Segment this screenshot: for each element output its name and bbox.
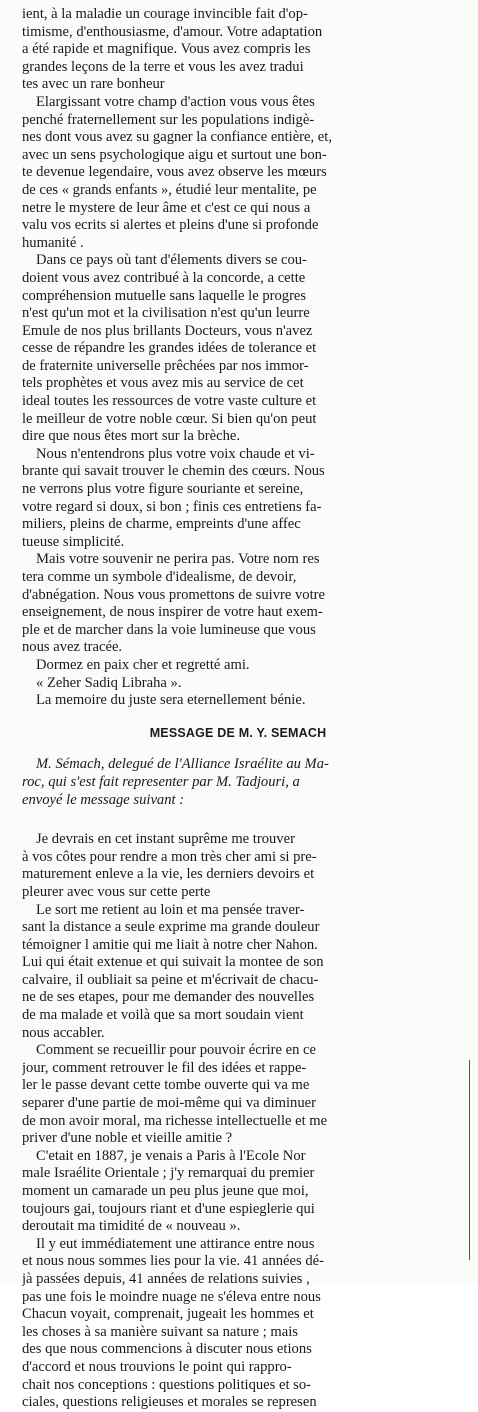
text-line: tera comme un symbole d'idealisme, de devoir, <box>22 569 297 585</box>
text-line: moment un camarade un peu plus jeune que moi, <box>22 1183 309 1199</box>
text-line: miliers, pleins de charme, empreints d'une affec <box>22 516 301 533</box>
text-line: nous avez tracée. <box>22 639 123 656</box>
text-line: Lui qui était extenue et qui suivait la montee de son <box>22 954 324 971</box>
intro-line: envoyé le message suivant : <box>22 791 185 808</box>
text-line: C'etait en 1887, je venais a Paris à l'Ecole Nor <box>36 1147 306 1164</box>
text-line: penché fraternellement sur les populations indigè- <box>22 111 315 128</box>
text-line: cesse de répandre les grandes idées de tolerance et <box>22 340 317 357</box>
paragraph <box>22 692 454 710</box>
paragraph <box>22 1236 454 1412</box>
text-line: Chacun voyait, comprenait, jugeait les hommes et <box>22 1306 314 1323</box>
text-line: Emule de nos plus brillants Docteurs, vous n'avez <box>22 322 313 339</box>
intro-line: roc, qui s'est fait representer par M. Tadjouri, a <box>22 773 300 790</box>
text-line: d'accord et nous trouvions le point qui rappro- <box>22 1358 292 1375</box>
text-line: nous accabler. <box>22 1024 105 1041</box>
text-line: ient, à la maladie un courage invincible fait d'op- <box>22 6 308 22</box>
text-line: La memoire du juste sera eternellement bénie. <box>36 692 306 709</box>
text-line: deroutait ma timidité de « nouveau ». <box>22 1218 241 1235</box>
eulogy-body <box>22 6 454 710</box>
text-line: Le sort me retient au loin et ma pensée traver- <box>36 901 305 918</box>
paragraph <box>22 1148 454 1236</box>
paragraph <box>22 902 454 1043</box>
text-line: Mais votre souvenir ne perira pas. Votre nom res <box>36 551 320 568</box>
text-line: ne de ses etapes, pour me demander des nouvelles <box>22 989 315 1006</box>
text-line: enseignement, de nous inspirer de votre haut exem- <box>22 604 323 621</box>
paragraph <box>22 6 454 94</box>
text-line: sant la distance a seule exprime ma grande douleur <box>22 919 320 936</box>
text-line: de ma malade et voilà que sa mort soudain vient <box>22 1007 304 1024</box>
text-line: ler le passe devant cette tombe ouverte qui va me <box>22 1077 310 1094</box>
text-line: le meilleur de votre noble cœur. Si bien qu'on peut <box>22 410 317 427</box>
text-line: te devenue legendaire, vous avez observe les mœurs <box>22 164 327 181</box>
text-line: brante qui savait trouver le chemin des cœurs. Nous <box>22 463 325 480</box>
text-line: de fraternite universelle prêchées par nos immor- <box>22 357 309 374</box>
text-line: témoigner l amitie qui me liait à notre cher Nahon. <box>22 936 318 953</box>
text-line: Comment se recueillir pour pouvoir écrire en ce <box>36 1042 317 1059</box>
text-line: à vos côtes pour rendre a mon très cher ami si pre- <box>22 848 317 865</box>
intro-line: M. Sémach, delegué de l'Alliance Israélite au Ma- <box>36 756 329 773</box>
text-line: tels prophètes et vous avez mis au service de cet <box>22 375 304 392</box>
text-line: pas une fois le moindre nuage ne s'éleva entre nous <box>22 1288 321 1305</box>
text-line: ple et de marcher dans la voie lumineuse que vous <box>22 621 316 638</box>
paragraph <box>22 551 454 657</box>
text-line: Je devrais en cet instant suprême me trouver <box>36 831 295 848</box>
text-line: des que nous commencions à discuter nous etions <box>22 1341 312 1358</box>
text-line: de mon avoir moral, ma richesse intellectuelle et me <box>22 1112 328 1129</box>
text-line: a été rapide et magnifique. Vous avez compris les <box>22 41 311 58</box>
text-line: priver d'une noble et vieille amitie ? <box>22 1130 233 1147</box>
text-line: et nous nous sommes lies pour la vie. 41 années dé- <box>22 1253 324 1270</box>
text-line: humanité . <box>22 234 84 251</box>
text-line: nes dont vous avez su gagner la confiance entière, et, <box>22 129 332 146</box>
text-line: chait nos conceptions : questions politiques et so- <box>22 1376 311 1393</box>
text-line: jà passées depuis, 41 années de relations suivies , <box>22 1270 310 1287</box>
paragraph <box>22 831 454 901</box>
text-line: de ces « grands enfants », étudié leur mentalite, pe <box>22 181 317 198</box>
text-line: pleurer avec vous sur cette perte <box>22 883 211 900</box>
text-line: valu vos ecrits si alertes et pleins d'une si profonde <box>22 217 319 234</box>
text-line: Dormez en paix cher et regretté ami. <box>36 656 250 673</box>
text-line: d'abnégation. Nous vous promettons de suivre votre <box>22 586 325 603</box>
text-line: netre le mystere de leur âme et c'est ce qui nous a <box>22 199 311 216</box>
text-line: separer d'une partie de moi-même qui va diminuer <box>22 1095 316 1112</box>
section-heading: MESSAGE DE M. Y. SEMACH <box>149 725 327 740</box>
text-line: les choses à sa manière suivant sa nature ; mais <box>22 1323 298 1340</box>
text-line: dire que nous êtes mort sur la brèche. <box>22 428 241 445</box>
paragraph <box>22 252 454 446</box>
column-rule <box>469 1060 470 1260</box>
text-line: tueuse simplicité. <box>22 533 125 550</box>
text-line: « Zeher Sadiq Libraha ». <box>36 674 182 691</box>
text-line: male Israélite Orientale ; j'y remarquai du premier <box>22 1165 315 1182</box>
text-line: calvaire, il oubliait sa peine et m'écrivait de chacu- <box>22 971 319 988</box>
text-line: n'est qu'un mot et la civilisation n'est qu'un leurre <box>22 305 310 322</box>
text-line: Il y eut immédiatement une attirance entre nous <box>36 1235 315 1252</box>
message-intro <box>22 756 454 809</box>
text-line: compréhension mutuelle sans laquelle le progres <box>22 287 307 304</box>
text-line: tes avec un rare bonheur <box>22 76 165 93</box>
text-line: grandes leçons de la terre et vous les avez tradui <box>22 58 304 75</box>
text-line: jour, comment retrouver le fil des idées et rappe- <box>22 1059 307 1076</box>
text-line: votre regard si doux, si bon ; finis ces entretiens fa- <box>22 498 322 515</box>
text-line: Nous n'entendrons plus votre voix chaude et vi- <box>36 445 315 462</box>
text-line: doient vous avez contribué à la concorde, a cette <box>22 269 306 286</box>
paragraph <box>22 1042 454 1148</box>
text-line: Dans ce pays où tant d'élements divers se cou- <box>36 252 307 269</box>
text-line: ideal toutes les ressources de votre vaste culture et <box>22 393 317 410</box>
paragraph <box>22 446 454 552</box>
paragraph <box>22 94 454 252</box>
text-line: ne verrons plus votre figure souriante et sereine, <box>22 481 304 498</box>
text-line: ciales, questions religieuses et morales se represen <box>22 1394 317 1411</box>
text-line: toujours gai, toujours riant et d'une espieglerie qui <box>22 1200 315 1217</box>
paragraph <box>22 657 454 675</box>
text-line: maturement enleve a la vie, les derniers devoirs et <box>22 866 315 883</box>
text-line: timisme, d'enthousiasme, d'amour. Votre adaptation <box>22 23 323 40</box>
message-body <box>22 831 454 1412</box>
paragraph <box>22 675 454 693</box>
text-line: Elargissant votre champ d'action vous vous êtes <box>36 93 315 110</box>
text-line: avec un sens psychologique aigu et surtout une bon- <box>22 146 327 163</box>
